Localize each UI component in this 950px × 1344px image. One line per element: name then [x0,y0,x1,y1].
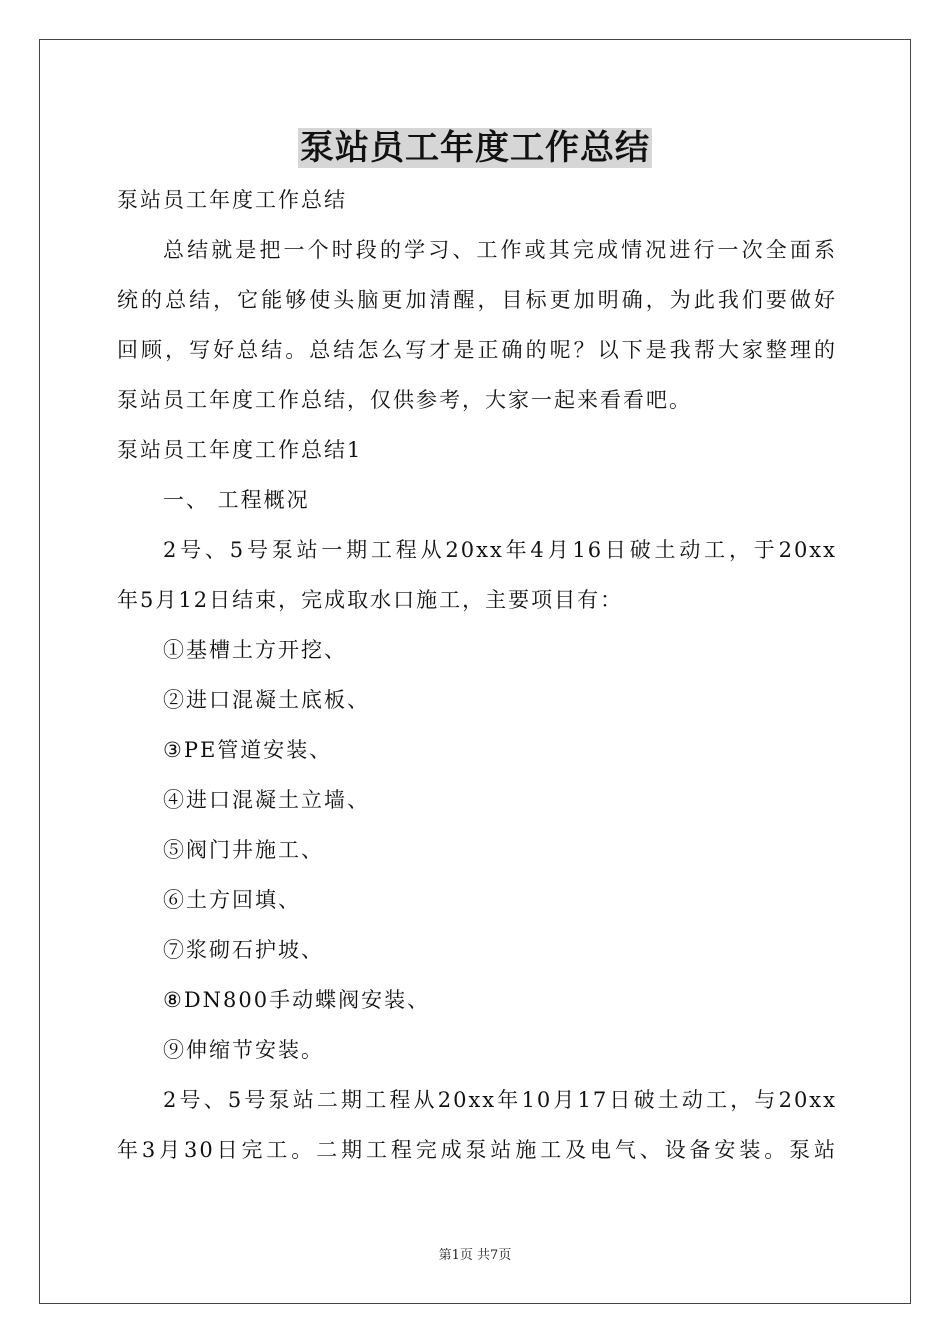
list-item: ⑧DN800手动蝶阀安装、 [163,988,431,1012]
paragraph-line: 统的总结，它能够使头脑更加清醒，目标更加明确，为此我们要做好 [117,288,837,312]
list-item: ②进口混凝土底板、 [163,688,370,712]
subtitle-line: 泵站员工年度工作总结 [117,188,347,212]
paragraph-line: 泵站员工年度工作总结，仅供参考，大家一起来看看吧。 [117,388,692,412]
paragraph-line: 总结就是把一个时段的学习、工作或其完成情况进行一次全面系 [163,238,837,262]
list-item: ④进口混凝土立墙、 [163,788,370,812]
paragraph-line: 2号、5号泵站一期工程从20xx年4月16日破土动工，于20xx [163,538,837,562]
list-item: ⑦浆砌石护坡、 [163,938,324,962]
paragraph-line: 年3月30日完工。二期工程完成泵站施工及电气、设备安装。泵站 [117,1138,837,1162]
document-title: 泵站员工年度工作总结 [300,128,650,168]
page-footer: 第1页 共7页 [438,1248,512,1263]
subsection-heading: 一、 工程概况 [163,488,310,512]
paragraph-line: 年5月12日结束，完成取水口施工，主要项目有： [117,588,624,612]
list-item: ①基槽土方开挖、 [163,638,347,662]
paragraph-line: 2号、5号泵站二期工程从20xx年10月17日破土动工，与20xx [163,1088,837,1112]
list-item: ⑥土方回填、 [163,888,301,912]
list-item: ⑨伸缩节安装。 [163,1038,324,1062]
list-item: ③PE管道安装、 [163,738,333,762]
paragraph-line: 回顾，写好总结。总结怎么写才是正确的呢？以下是我帮大家整理的 [117,338,837,362]
list-item: ⑤阀门井施工、 [163,838,324,862]
section-heading: 泵站员工年度工作总结1 [117,438,363,462]
